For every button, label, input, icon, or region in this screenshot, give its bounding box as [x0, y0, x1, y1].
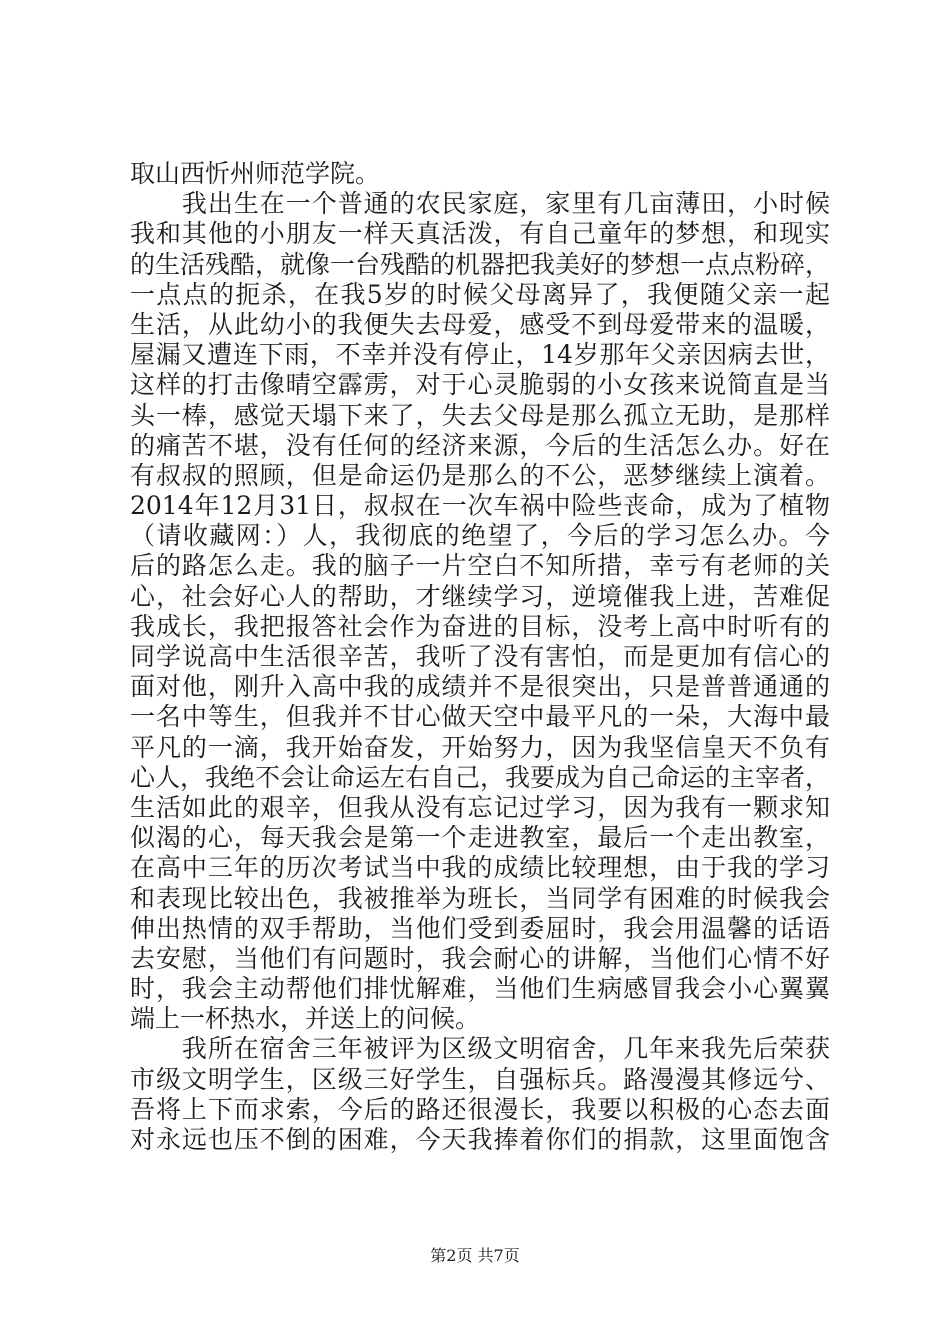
text-line: 心，社会好心人的帮助，才继续学习，逆境催我上进，苦难促 [130, 581, 830, 611]
text-line: 端上一杯热水，并送上的问候。 [130, 1004, 481, 1034]
text-line: 和表现比较出色，我被推举为班长，当同学有困难的时候我会 [130, 883, 830, 913]
text-line: 心人，我绝不会让命运左右自己，我要成为自己命运的主宰者， [130, 762, 831, 792]
text-line: 后的路怎么走。我的脑子一片空白不知所措，幸亏有老师的关 [130, 551, 830, 581]
text-line: 有叔叔的照顾，但是命运仍是那么的不公，恶梦继续上演着。 [130, 460, 830, 490]
text-line: 屋漏又遭连下雨，不幸并没有停止，14岁那年父亲因病去世， [130, 340, 830, 370]
page-number-footer: 第2页 共7页 [430, 1246, 520, 1265]
text-line: 对永远也压不倒的困难，今天我捧着你们的捐款，这里面饱含 [130, 1125, 830, 1154]
text-line: 2014年12月31日，叔叔在一次车祸中险些丧命，成为了植物 [130, 491, 830, 521]
text-line: 伸出热情的双手帮助，当他们受到委屈时，我会用温馨的话语 [130, 913, 830, 943]
text-line: 我和其他的小朋友一样天真活泼，有自己童年的梦想，和现实 [130, 219, 830, 249]
text-line: 似渴的心，每天我会是第一个走进教室，最后一个走出教室， [130, 823, 830, 853]
text-line: 去安慰，当他们有问题时，我会耐心的讲解，当他们心情不好 [130, 943, 830, 973]
text-line: 头一棒，感觉天塌下来了，失去父母是那么孤立无助，是那样 [130, 400, 830, 430]
text-line: 面对他，刚升入高中我的成绩并不是很突出，只是普普通通的 [130, 672, 830, 702]
text-line: 平凡的一滴，我开始奋发，开始努力，因为我坚信皇天不负有 [130, 732, 830, 762]
text-line: 我成长，我把报答社会作为奋进的目标，没考上高中时听有的 [130, 611, 830, 641]
text-line: （请收藏网：）人，我彻底的绝望了，今后的学习怎么办。今 [130, 521, 830, 551]
document-body [130, 159, 830, 1155]
text-line: 生活，从此幼小的我便失去母爱，感受不到母爱带来的温暖， [130, 309, 830, 339]
text-line: 这样的打击像晴空霹雳，对于心灵脆弱的小女孩来说简直是当 [130, 370, 830, 400]
text-line: 时，我会主动帮他们排忧解难，当他们生病感冒我会小心翼翼 [130, 974, 830, 1004]
text-line: 取山西忻州师范学院。 [130, 159, 381, 188]
text-line: 我所在宿舍三年被评为区级文明宿舍，几年来我先后荣获 [130, 1034, 830, 1064]
text-line: 一名中等生，但我并不甘心做天空中最平凡的一朵，大海中最 [130, 702, 830, 732]
text-line: 市级文明学生，区级三好学生，自强标兵。路漫漫其修远兮、 [130, 1064, 830, 1094]
text-line: 吾将上下而求索，今后的路还很漫长，我要以积极的心态去面 [130, 1094, 830, 1124]
text-line: 生活如此的艰辛，但我从没有忘记过学习，因为我有一颗求知 [130, 792, 830, 822]
text-line: 在高中三年的历次考试当中我的成绩比较理想，由于我的学习 [130, 853, 830, 883]
text-line: 一点点的扼杀，在我5岁的时候父母离异了，我便随父亲一起 [130, 279, 830, 309]
text-line: 同学说高中生活很辛苦，我听了没有害怕，而是更加有信心的 [130, 642, 830, 671]
text-line: 的痛苦不堪，没有任何的经济来源，今后的生活怎么办。好在 [130, 430, 830, 460]
text-line: 我出生在一个普通的农民家庭，家里有几亩薄田，小时候 [130, 189, 830, 219]
text-line: 的生活残酷，就像一台残酷的机器把我美好的梦想一点点粉碎， [130, 249, 831, 279]
